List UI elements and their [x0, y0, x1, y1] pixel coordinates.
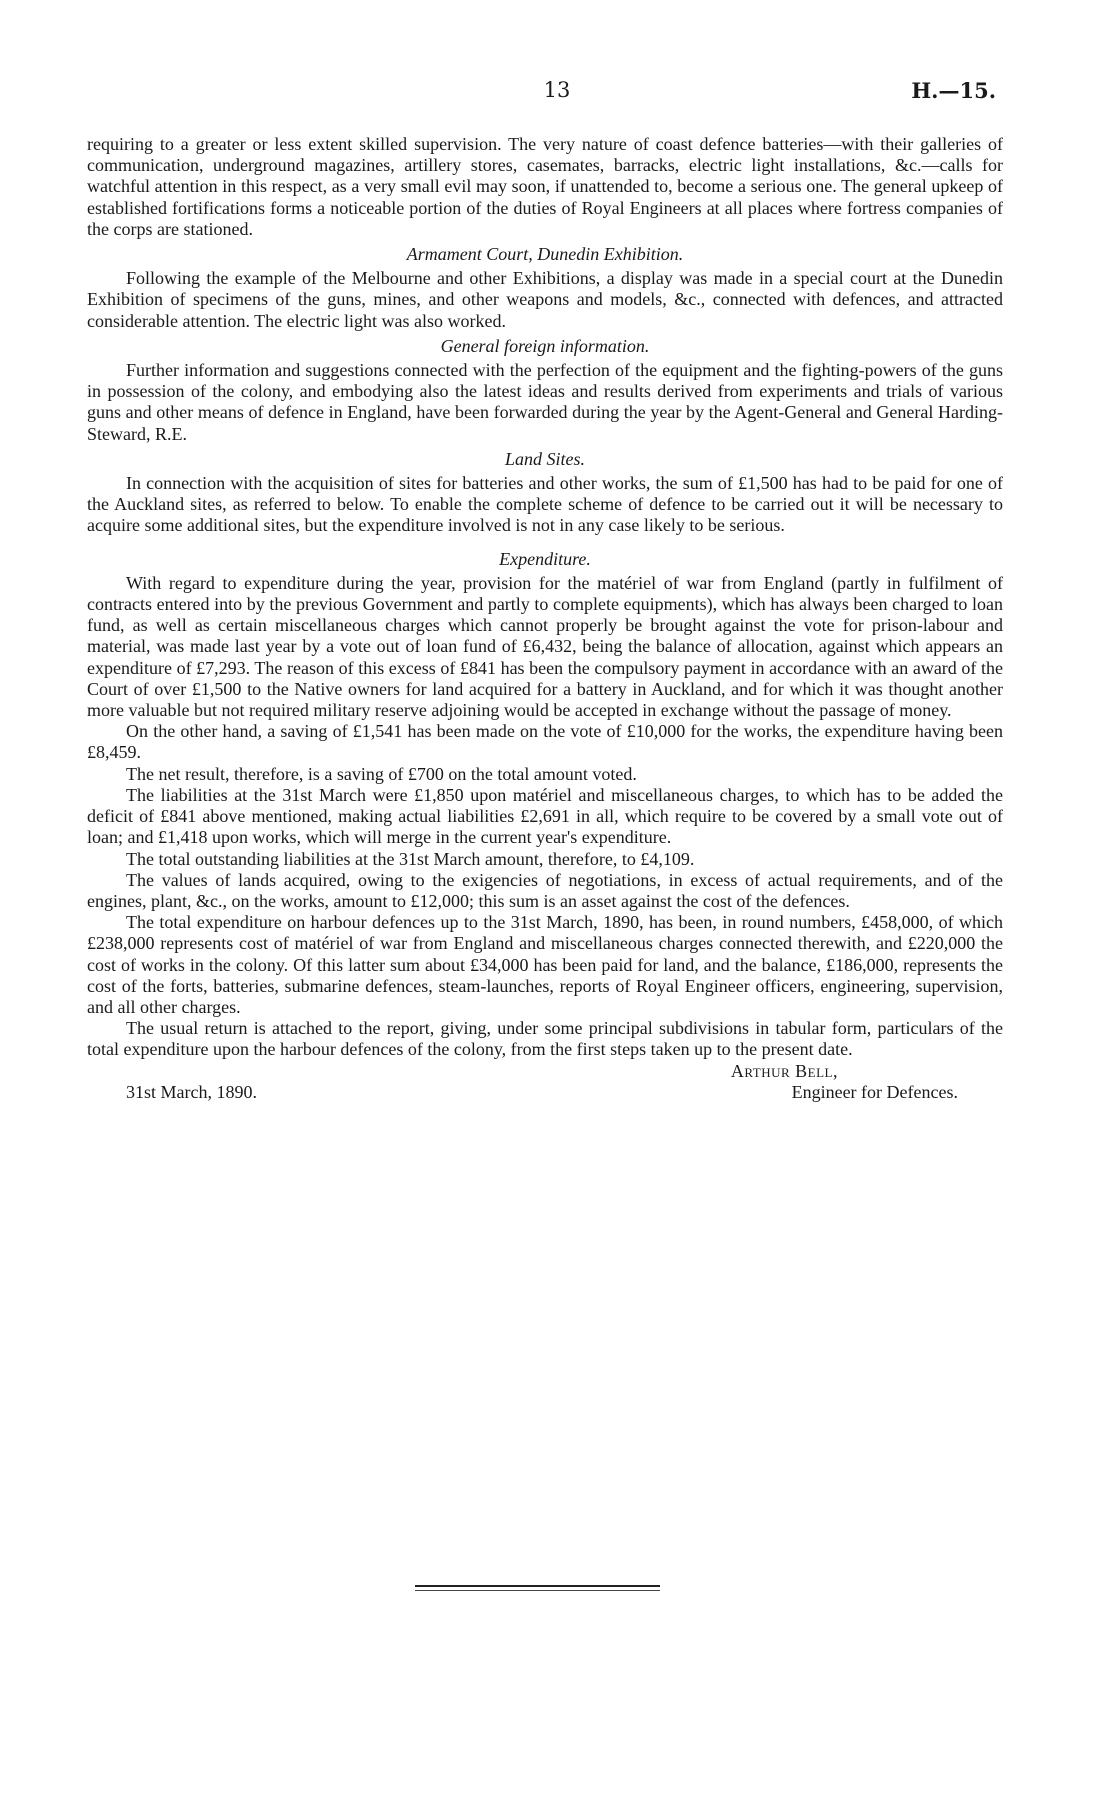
end-rule-line — [415, 1590, 660, 1591]
page-number: 13 — [543, 78, 571, 102]
section-heading-armament: Armament Court, Dunedin Exhibition. — [406, 244, 684, 265]
signature-name-row — [87, 1061, 1003, 1082]
section-heading-foreign-information: General foreign information. — [440, 335, 650, 356]
expenditure-paragraph: The liabilities at the 31st March were £1,850 upon matériel and miscellaneous charges, to which has to be added the deficit of £841 above mentioned, making actual liabilities £2,691 in all, which require to be covered by a small vote out of loan; and £1,418 upon works, which will merge in the current year's expenditure. — [87, 784, 1003, 848]
body-text — [87, 134, 1003, 1103]
foreign-information-paragraph: Further information and suggestions connected with the perfection of the equipment and the fighting-powers of the guns in possession of the colony, and embodying also the latest ideas and results derived from experiments and trials of various guns and other means of defence in England, have been forwarded during the year by the Agent-General and General Harding-Steward, R.E. — [87, 360, 1003, 444]
armament-paragraph: Following the example of the Melbourne and other Exhibitions, a display was made in a special court at the Dunedin Exhibition of specimens of the guns, mines, and other weapons and models, &c., connected with defences, and attracted considerable attention. The electric light was also worked. — [87, 268, 1003, 331]
expenditure-paragraph: On the other hand, a saving of £1,541 has been made on the vote of £10,000 for the works, the expenditure having been £8,459. — [87, 721, 1003, 763]
expenditure-paragraph: With regard to expenditure during the year, provision for the matériel of war from England (partly in fulfilment of contracts entered into by the previous Government and partly to complete equipments), which has always been charged to loan fund, as well as certain miscellaneous charges which cannot properly be brought against the vote for prison-labour and material, was made last year by a vote out of loan fund of £6,432, being the balance of allocation, against which appears an expenditure of £7,293. The reason of this excess of £841 has been the compulsory payment in accordance with an award of the Court of over £1,500 to the Native owners for land acquired for a battery in Auckland, and for which it was thought another more valuable but not required military reserve adjoining would be accepted in exchange without the passage of money. — [87, 572, 1003, 721]
signature-date: 31st March, 1890. — [126, 1081, 257, 1102]
expenditure-paragraph: The net result, therefore, is a saving of £700 on the total amount voted. — [126, 763, 637, 784]
section-heading-land-sites: Land Sites. — [504, 448, 585, 469]
expenditure-paragraph: The values of lands acquired, owing to the exigencies of negotiations, in excess of actual requirements, and of the engines, plant, &c., on the works, amount to £12,000; this sum is an asset against the cost of the defences. — [87, 869, 1003, 911]
section-heading-expenditure: Expenditure. — [499, 548, 591, 569]
signature-title: Engineer for Defences. — [791, 1081, 958, 1102]
signature-date-row — [87, 1082, 1003, 1103]
closing-paragraph: The usual return is attached to the report, giving, under some principal subdivisions in tabular form, particulars of the total expenditure upon the harbour defences of the colony, from the first steps taken up to the present date. — [87, 1018, 1003, 1060]
land-sites-paragraph: In connection with the acquisition of sites for batteries and other works, the sum of £1,500 has had to be paid for one of the Auckland sites, as referred to below. To enable the complete scheme of defence to be carried out it will be necessary to acquire some additional sites, but the expenditure involved is not in any case likely to be serious. — [87, 473, 1003, 536]
end-rule-line — [415, 1585, 660, 1587]
expenditure-paragraph: The total expenditure on harbour defences up to the 31st March, 1890, has been, in round numbers, £458,000, of which £238,000 represents cost of matériel of war from England and miscellaneous charges connected therewith, and £220,000 the cost of works in the colony. Of this latter sum about £34,000 has been paid for land, and the balance, £186,000, represents the cost of the forts, batteries, submarine defences, steam-launches, reports of Royal Engineer officers, engineering, supervision, and all other charges. — [87, 912, 1003, 1017]
signature-name: Arthur Bell, — [730, 1060, 838, 1081]
signature-block — [87, 1061, 1003, 1103]
expenditure-paragraph: The total outstanding liabilities at the 31st March amount, therefore, to £4,109. — [126, 848, 695, 869]
end-rule — [415, 1585, 660, 1594]
document-reference: H.—15. — [911, 78, 996, 103]
intro-paragraph: requiring to a greater or less extent skilled supervision. The very nature of coast defence batteries—with their galleries of communication, underground magazines, artillery stores, casemates, barracks, electric light installations, &c.—calls for watchful attention in this respect, as a very small evil may soon, if unattended to, become a serious one. The general upkeep of established fortifications forms a noticeable portion of the duties of Royal Engineers at all places where fortress companies of the corps are stationed. — [87, 134, 1003, 239]
